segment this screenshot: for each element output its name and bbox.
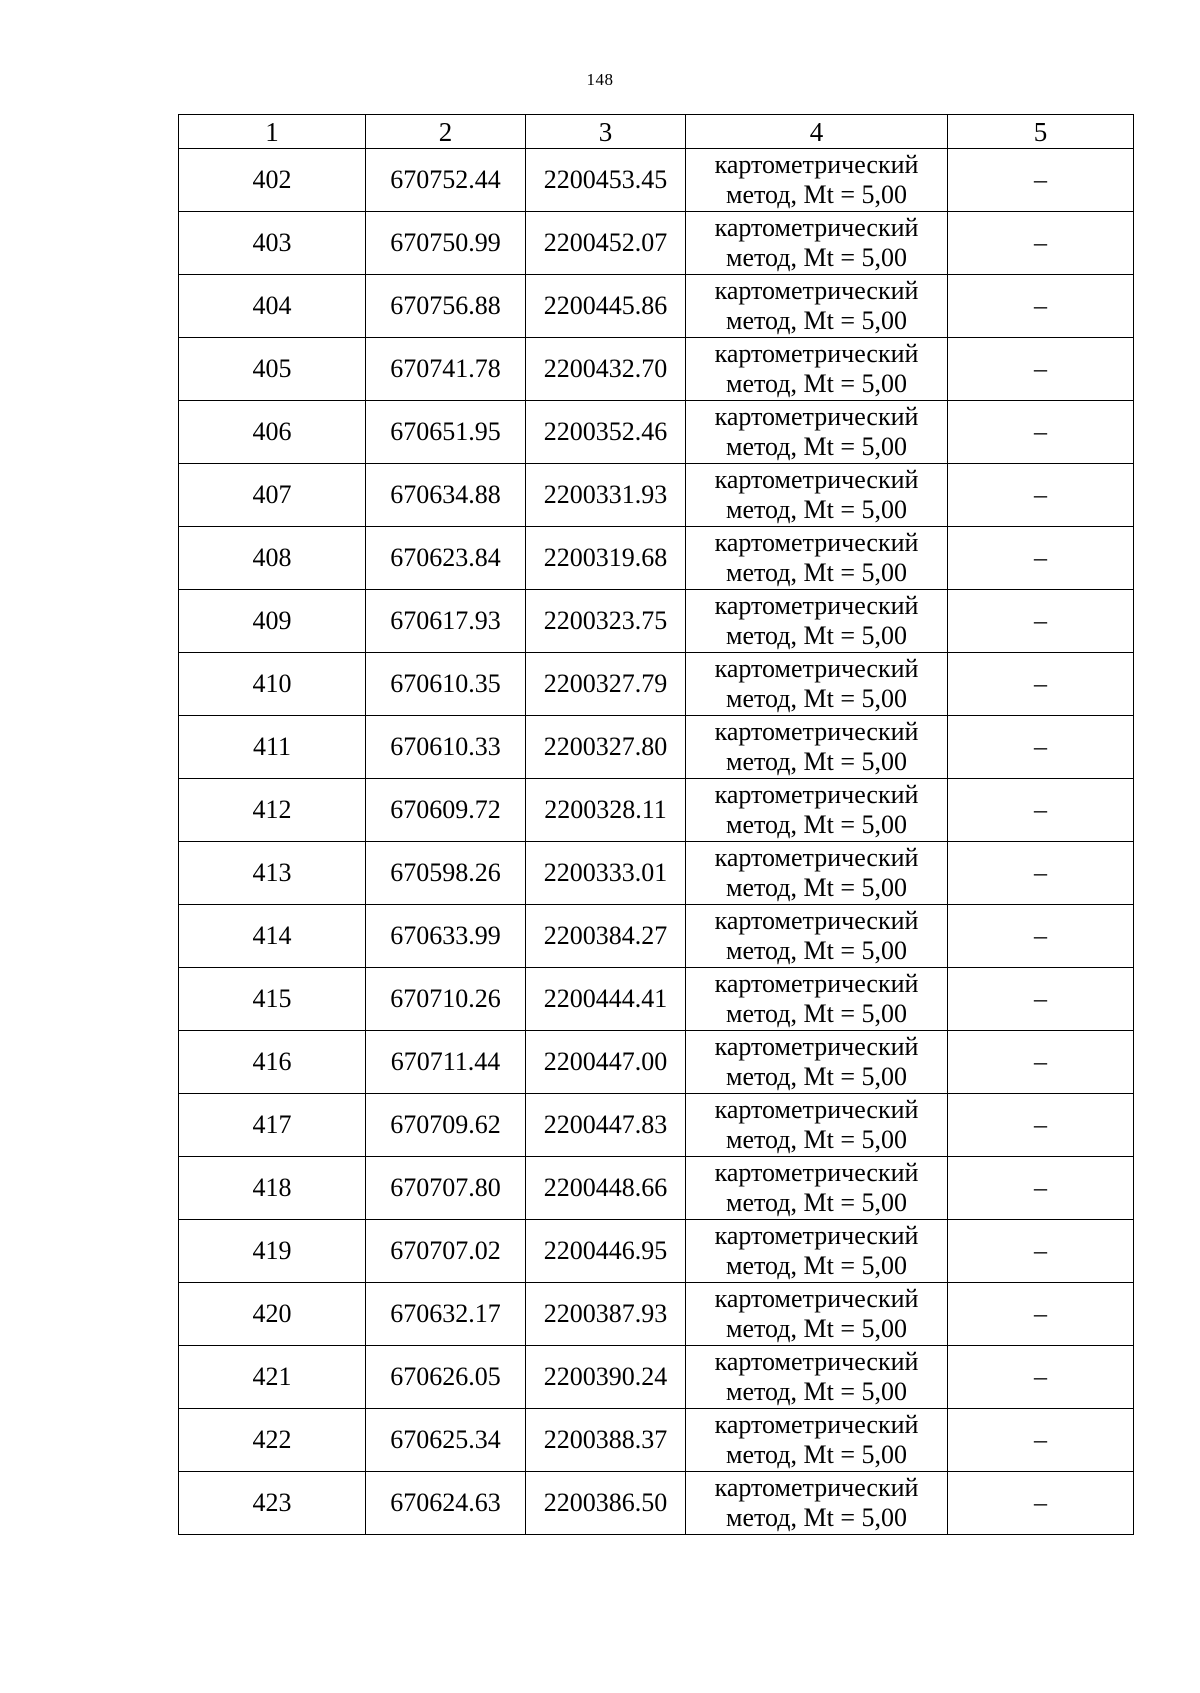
- table-row: [179, 1346, 1134, 1409]
- y-coordinate-cell: 2200390.24: [526, 1346, 686, 1409]
- x-coordinate-cell: 670711.44: [366, 1031, 526, 1094]
- method-cell: [686, 653, 948, 716]
- method-line-2: метод, Mt = 5,00: [726, 369, 907, 398]
- x-coordinate-cell: 670756.88: [366, 275, 526, 338]
- point-number-cell: 419: [179, 1220, 366, 1283]
- y-coordinate-cell: 2200319.68: [526, 527, 686, 590]
- method-line-1: картометрический: [714, 1284, 919, 1313]
- method-line-1: картометрический: [714, 591, 919, 620]
- header-col-3: 3: [526, 115, 686, 149]
- method-line-2: метод, Mt = 5,00: [726, 936, 907, 965]
- header-col-1: 1: [179, 115, 366, 149]
- method-cell: [686, 590, 948, 653]
- y-coordinate-cell: 2200384.27: [526, 905, 686, 968]
- method-line-2: метод, Mt = 5,00: [726, 1377, 907, 1406]
- table-row: [179, 1409, 1134, 1472]
- method-line-2: метод, Mt = 5,00: [726, 1503, 907, 1532]
- x-coordinate-cell: 670610.33: [366, 716, 526, 779]
- method-line-1: картометрический: [714, 906, 919, 935]
- method-cell: [686, 1409, 948, 1472]
- x-coordinate-cell: 670741.78: [366, 338, 526, 401]
- method-cell: [686, 527, 948, 590]
- y-coordinate-cell: 2200432.70: [526, 338, 686, 401]
- note-cell: –: [948, 842, 1134, 905]
- method-cell: [686, 338, 948, 401]
- point-number-cell: 413: [179, 842, 366, 905]
- x-coordinate-cell: 670624.63: [366, 1472, 526, 1535]
- note-cell: –: [948, 779, 1134, 842]
- method-cell: [686, 716, 948, 779]
- method-line-1: картометрический: [714, 969, 919, 998]
- method-line-2: метод, Mt = 5,00: [726, 243, 907, 272]
- method-line-2: метод, Mt = 5,00: [726, 684, 907, 713]
- method-line-1: картометрический: [714, 843, 919, 872]
- method-line-1: картометрический: [714, 1473, 919, 1502]
- method-line-2: метод, Mt = 5,00: [726, 1314, 907, 1343]
- method-line-2: метод, Mt = 5,00: [726, 747, 907, 776]
- method-line-2: метод, Mt = 5,00: [726, 873, 907, 902]
- note-cell: –: [948, 1346, 1134, 1409]
- note-cell: –: [948, 653, 1134, 716]
- table-row: [179, 716, 1134, 779]
- note-cell: –: [948, 527, 1134, 590]
- point-number-cell: 422: [179, 1409, 366, 1472]
- x-coordinate-cell: 670626.05: [366, 1346, 526, 1409]
- method-cell: [686, 212, 948, 275]
- y-coordinate-cell: 2200333.01: [526, 842, 686, 905]
- method-line-1: картометрический: [714, 1158, 919, 1187]
- table-row: [179, 464, 1134, 527]
- coordinates-table: [178, 114, 1134, 1535]
- table-row: [179, 1220, 1134, 1283]
- note-cell: –: [948, 968, 1134, 1031]
- table-row: [179, 1157, 1134, 1220]
- method-line-1: картометрический: [714, 1347, 919, 1376]
- x-coordinate-cell: 670625.34: [366, 1409, 526, 1472]
- x-coordinate-cell: 670651.95: [366, 401, 526, 464]
- method-line-1: картометрический: [714, 213, 919, 242]
- y-coordinate-cell: 2200453.45: [526, 149, 686, 212]
- method-cell: [686, 968, 948, 1031]
- table-row: [179, 1094, 1134, 1157]
- y-coordinate-cell: 2200447.83: [526, 1094, 686, 1157]
- y-coordinate-cell: 2200387.93: [526, 1283, 686, 1346]
- point-number-cell: 402: [179, 149, 366, 212]
- note-cell: –: [948, 275, 1134, 338]
- table-row: [179, 149, 1134, 212]
- point-number-cell: 417: [179, 1094, 366, 1157]
- method-cell: [686, 1472, 948, 1535]
- table-row: [179, 779, 1134, 842]
- method-line-2: метод, Mt = 5,00: [726, 1251, 907, 1280]
- method-line-1: картометрический: [714, 339, 919, 368]
- x-coordinate-cell: 670707.80: [366, 1157, 526, 1220]
- method-line-1: картометрический: [714, 1410, 919, 1439]
- method-line-2: метод, Mt = 5,00: [726, 495, 907, 524]
- header-row: [179, 115, 1134, 149]
- header-col-5: 5: [948, 115, 1134, 149]
- point-number-cell: 420: [179, 1283, 366, 1346]
- table-body: [179, 149, 1134, 1535]
- point-number-cell: 423: [179, 1472, 366, 1535]
- point-number-cell: 412: [179, 779, 366, 842]
- point-number-cell: 411: [179, 716, 366, 779]
- note-cell: –: [948, 464, 1134, 527]
- y-coordinate-cell: 2200327.80: [526, 716, 686, 779]
- point-number-cell: 407: [179, 464, 366, 527]
- method-line-1: картометрический: [714, 402, 919, 431]
- note-cell: –: [948, 590, 1134, 653]
- note-cell: –: [948, 1094, 1134, 1157]
- point-number-cell: 409: [179, 590, 366, 653]
- table-row: [179, 968, 1134, 1031]
- x-coordinate-cell: 670633.99: [366, 905, 526, 968]
- note-cell: –: [948, 1031, 1134, 1094]
- method-line-1: картометрический: [714, 1221, 919, 1250]
- note-cell: –: [948, 716, 1134, 779]
- y-coordinate-cell: 2200447.00: [526, 1031, 686, 1094]
- x-coordinate-cell: 670610.35: [366, 653, 526, 716]
- method-line-1: картометрический: [714, 654, 919, 683]
- table-header: [179, 115, 1134, 149]
- table-row: [179, 590, 1134, 653]
- method-line-1: картометрический: [714, 150, 919, 179]
- note-cell: –: [948, 149, 1134, 212]
- y-coordinate-cell: 2200444.41: [526, 968, 686, 1031]
- method-line-1: картометрический: [714, 465, 919, 494]
- y-coordinate-cell: 2200448.66: [526, 1157, 686, 1220]
- method-cell: [686, 401, 948, 464]
- table-row: [179, 905, 1134, 968]
- point-number-cell: 406: [179, 401, 366, 464]
- header-col-2: 2: [366, 115, 526, 149]
- method-line-1: картометрический: [714, 717, 919, 746]
- method-cell: [686, 1031, 948, 1094]
- y-coordinate-cell: 2200327.79: [526, 653, 686, 716]
- y-coordinate-cell: 2200352.46: [526, 401, 686, 464]
- page-number: 148: [586, 70, 614, 89]
- note-cell: –: [948, 212, 1134, 275]
- table-row: [179, 1472, 1134, 1535]
- table-row: [179, 1031, 1134, 1094]
- method-line-2: метод, Mt = 5,00: [726, 432, 907, 461]
- table-row: [179, 212, 1134, 275]
- y-coordinate-cell: 2200452.07: [526, 212, 686, 275]
- table-row: [179, 842, 1134, 905]
- y-coordinate-cell: 2200323.75: [526, 590, 686, 653]
- method-line-2: метод, Mt = 5,00: [726, 306, 907, 335]
- y-coordinate-cell: 2200331.93: [526, 464, 686, 527]
- point-number-cell: 414: [179, 905, 366, 968]
- x-coordinate-cell: 670598.26: [366, 842, 526, 905]
- y-coordinate-cell: 2200446.95: [526, 1220, 686, 1283]
- table-row: [179, 401, 1134, 464]
- method-line-2: метод, Mt = 5,00: [726, 1062, 907, 1091]
- x-coordinate-cell: 670709.62: [366, 1094, 526, 1157]
- note-cell: –: [948, 1157, 1134, 1220]
- y-coordinate-cell: 2200386.50: [526, 1472, 686, 1535]
- point-number-cell: 405: [179, 338, 366, 401]
- method-cell: [686, 1094, 948, 1157]
- note-cell: –: [948, 1283, 1134, 1346]
- method-cell: [686, 1283, 948, 1346]
- point-number-cell: 403: [179, 212, 366, 275]
- method-line-2: метод, Mt = 5,00: [726, 810, 907, 839]
- y-coordinate-cell: 2200445.86: [526, 275, 686, 338]
- method-line-2: метод, Mt = 5,00: [726, 1125, 907, 1154]
- x-coordinate-cell: 670634.88: [366, 464, 526, 527]
- point-number-cell: 418: [179, 1157, 366, 1220]
- method-cell: [686, 1157, 948, 1220]
- method-cell: [686, 149, 948, 212]
- method-cell: [686, 779, 948, 842]
- note-cell: –: [948, 1409, 1134, 1472]
- note-cell: –: [948, 401, 1134, 464]
- x-coordinate-cell: 670710.26: [366, 968, 526, 1031]
- y-coordinate-cell: 2200328.11: [526, 779, 686, 842]
- method-line-2: метод, Mt = 5,00: [726, 1188, 907, 1217]
- table-row: [179, 275, 1134, 338]
- x-coordinate-cell: 670750.99: [366, 212, 526, 275]
- method-line-2: метод, Mt = 5,00: [726, 558, 907, 587]
- x-coordinate-cell: 670752.44: [366, 149, 526, 212]
- method-line-2: метод, Mt = 5,00: [726, 999, 907, 1028]
- method-line-1: картометрический: [714, 276, 919, 305]
- method-line-2: метод, Mt = 5,00: [726, 621, 907, 650]
- note-cell: –: [948, 1472, 1134, 1535]
- method-line-1: картометрический: [714, 1032, 919, 1061]
- x-coordinate-cell: 670609.72: [366, 779, 526, 842]
- method-line-1: картометрический: [714, 1095, 919, 1124]
- method-cell: [686, 1220, 948, 1283]
- x-coordinate-cell: 670707.02: [366, 1220, 526, 1283]
- point-number-cell: 404: [179, 275, 366, 338]
- method-line-2: метод, Mt = 5,00: [726, 1440, 907, 1469]
- point-number-cell: 415: [179, 968, 366, 1031]
- method-cell: [686, 464, 948, 527]
- x-coordinate-cell: 670623.84: [366, 527, 526, 590]
- x-coordinate-cell: 670632.17: [366, 1283, 526, 1346]
- table-row: [179, 338, 1134, 401]
- table-row: [179, 1283, 1134, 1346]
- table-row: [179, 527, 1134, 590]
- method-line-1: картометрический: [714, 780, 919, 809]
- method-cell: [686, 275, 948, 338]
- table-row: [179, 653, 1134, 716]
- header-col-4: 4: [686, 115, 948, 149]
- method-cell: [686, 1346, 948, 1409]
- note-cell: –: [948, 338, 1134, 401]
- y-coordinate-cell: 2200388.37: [526, 1409, 686, 1472]
- method-line-2: метод, Mt = 5,00: [726, 180, 907, 209]
- method-line-1: картометрический: [714, 528, 919, 557]
- point-number-cell: 410: [179, 653, 366, 716]
- point-number-cell: 421: [179, 1346, 366, 1409]
- point-number-cell: 416: [179, 1031, 366, 1094]
- method-cell: [686, 905, 948, 968]
- point-number-cell: 408: [179, 527, 366, 590]
- x-coordinate-cell: 670617.93: [366, 590, 526, 653]
- method-cell: [686, 842, 948, 905]
- note-cell: –: [948, 1220, 1134, 1283]
- note-cell: –: [948, 905, 1134, 968]
